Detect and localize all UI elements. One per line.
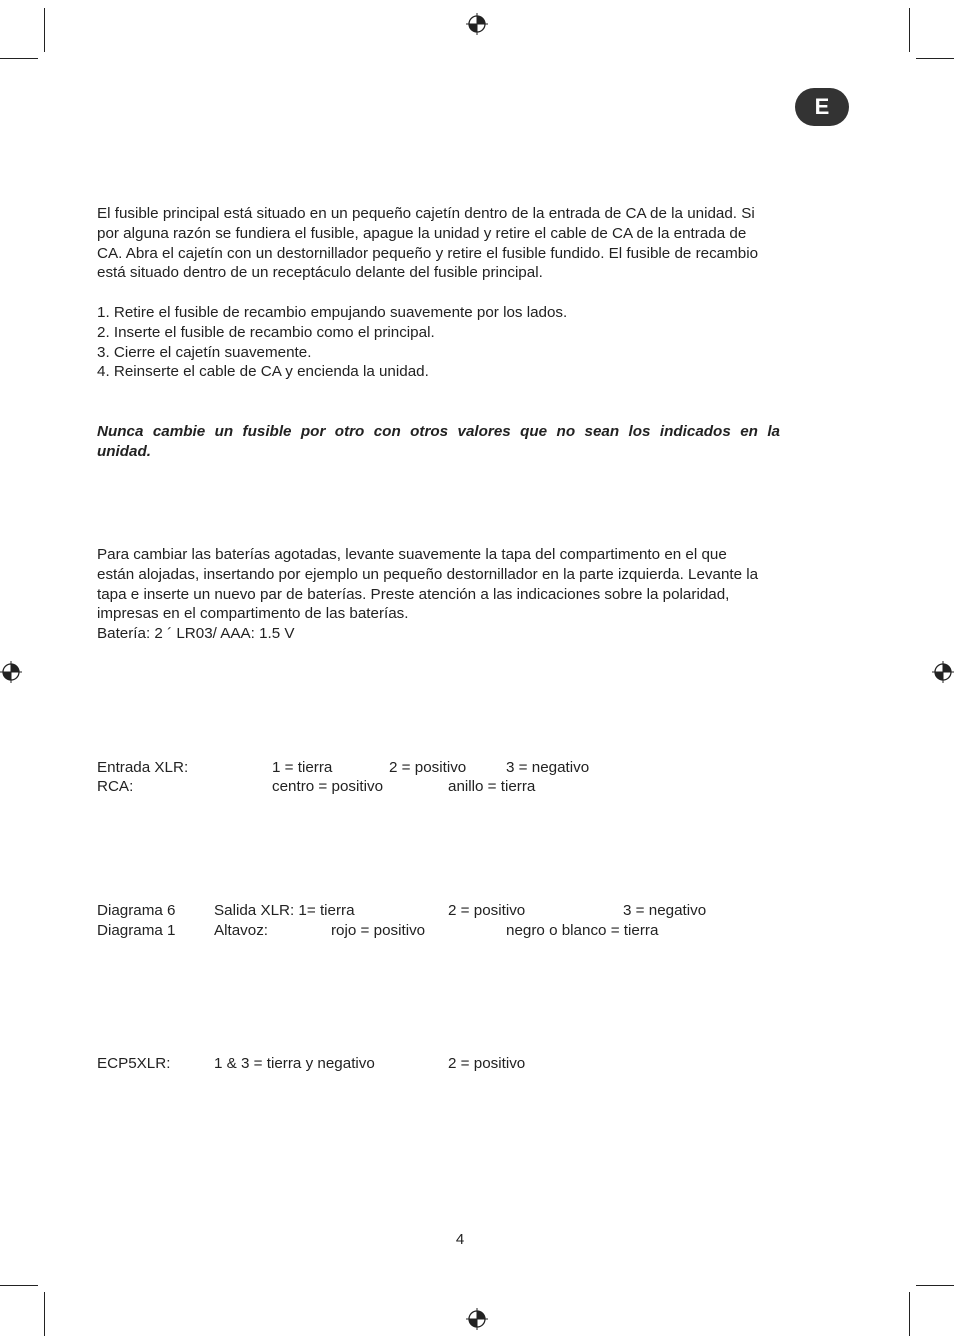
- paragraph-line: tapa e inserte un nuevo par de baterías. Preste atención a las indicaciones sobre la polaridad,: [97, 585, 730, 603]
- rca-label: RCA:: [97, 778, 134, 795]
- paragraph-line: impresas en el compartimento de las baterías.: [97, 605, 409, 623]
- xlr-pin3: 3 = negativo: [506, 759, 590, 776]
- xlr-pin1: 1 = tierra: [272, 759, 333, 776]
- diagram1-name: Altavoz:: [214, 922, 269, 939]
- crop-mark: [916, 1285, 954, 1286]
- paragraph-line: El fusible principal está situado en un pequeño cajetín dentro de la entrada de CA de la unidad. Si: [97, 205, 755, 222]
- crop-mark: [909, 1292, 910, 1336]
- diagram1-red: rojo = positivo: [331, 922, 426, 939]
- registration-mark-icon: [0, 661, 22, 683]
- xlr-input-label: Entrada XLR:: [97, 759, 189, 776]
- fuse-warning: [97, 422, 780, 462]
- diagram1-label: Diagrama 1: [97, 922, 176, 939]
- warning-line: unidad.: [97, 442, 151, 460]
- crop-mark: [44, 8, 45, 52]
- paragraph-line: están alojadas, insertando por ejemplo un pequeño destornillador en la parte izquierda. Levante la: [97, 565, 759, 583]
- registration-mark-icon: [932, 661, 954, 683]
- ecp-label: ECP5XLR:: [97, 1055, 171, 1072]
- fuse-steps-list: [97, 303, 827, 382]
- diagram1-black: negro o blanco = tierra: [506, 922, 659, 939]
- page-number: 4: [455, 1231, 465, 1248]
- diagram6-pin3: 3 = negativo: [623, 902, 707, 919]
- crop-mark: [909, 8, 910, 52]
- registration-mark-icon: [466, 13, 488, 35]
- crop-mark: [0, 58, 38, 59]
- ecp-pins13: 1 & 3 = tierra y negativo: [214, 1055, 375, 1072]
- ecp-pin2: 2 = positivo: [448, 1055, 526, 1072]
- diagram6-label: Diagrama 6: [97, 902, 176, 919]
- list-item: 4. Reinserte el cable de CA y encienda la unidad.: [97, 363, 429, 381]
- list-item: 2. Inserte el fusible de recambio como el principal.: [97, 323, 435, 341]
- xlr-pin2: 2 = positivo: [389, 759, 467, 776]
- fuse-paragraph: [97, 204, 827, 283]
- paragraph-line: está situado dentro de un receptáculo delante del fusible principal.: [97, 264, 543, 282]
- crop-mark: [916, 58, 954, 59]
- warning-line: Nunca cambie un fusible por otro con otros valores que no sean los indicados en la: [97, 423, 780, 440]
- registration-mark-icon: [466, 1308, 488, 1330]
- diagram6-name: Salida XLR: 1= tierra: [214, 902, 355, 919]
- language-badge: E: [795, 88, 849, 126]
- paragraph-line: Batería: 2 ´ LR03/ AAA: 1.5 V: [97, 625, 295, 643]
- paragraph-line: Para cambiar las baterías agotadas, levante suavemente la tapa del compartimento en el que: [97, 546, 727, 563]
- rca-center: centro = positivo: [272, 778, 384, 795]
- diagram6-pin2: 2 = positivo: [448, 902, 526, 919]
- crop-mark: [44, 1292, 45, 1336]
- rca-ring: anillo = tierra: [448, 778, 536, 795]
- crop-mark: [0, 1285, 38, 1286]
- battery-paragraph: [97, 545, 827, 644]
- list-item: 1. Retire el fusible de recambio empujando suavemente por los lados.: [97, 304, 568, 321]
- paragraph-line: CA. Abra el cajetín con un destornillador pequeño y retire el fusible fundido. El fusible de recambio: [97, 244, 759, 262]
- paragraph-line: por alguna razón se fundiera el fusible, apague la unidad y retire el cable de CA de la entrada de: [97, 224, 747, 242]
- list-item: 3. Cierre el cajetín suavemente.: [97, 343, 312, 361]
